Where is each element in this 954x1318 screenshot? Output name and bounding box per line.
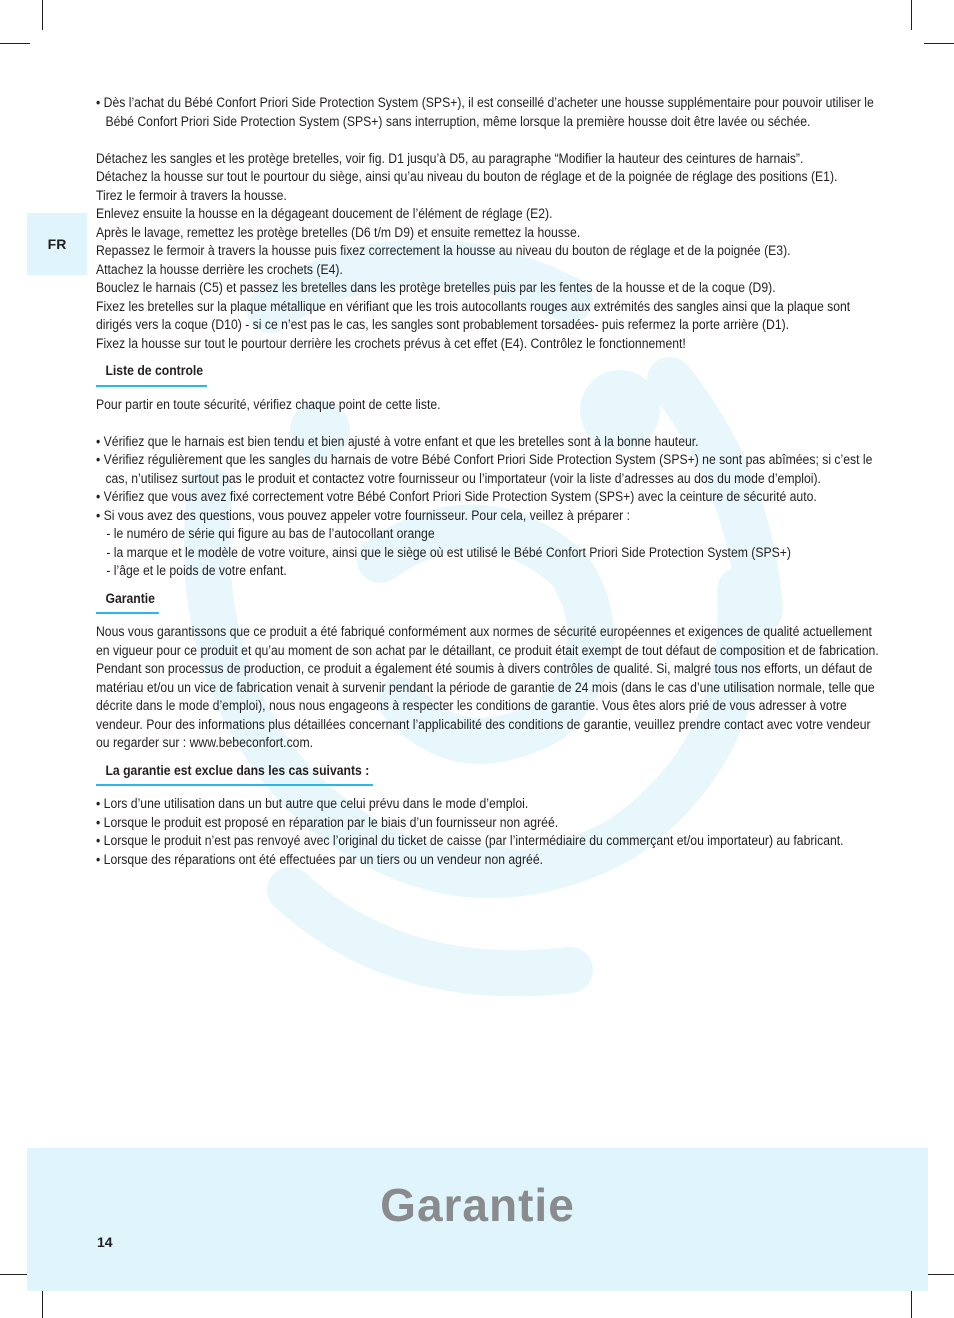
exclusions-heading: La garantie est exclue dans les cas suivants : [96, 762, 373, 787]
checklist-subitem: - le numéro de série qui figure au bas de l’autocollant orange [96, 525, 885, 544]
instruction-line: Attachez la housse derrière les crochets (E4). [96, 261, 343, 278]
instruction-line: Enlevez ensuite la housse en la dégageant doucement de l’élément de réglage (E2). [96, 206, 553, 222]
instruction-line: Repassez le fermoir à travers la housse puis fixez correctement la housse au niveau du bouton de réglage et de la poignée (E3). [96, 243, 791, 259]
intro-bullet: • Dès l’achat du Bébé Confort Priori Side Protection System (SPS+), il est conseillé d’acheter une housse supplémentaire pour pouvoir utiliser le Bébé Confort Priori Side Protection System (SPS+) sans interruption, même lorsque la première housse doit être lavée ou séchée. [96, 94, 885, 131]
crop-mark [911, 1288, 912, 1318]
instruction-line: Tirez le fermoir à travers la housse. [96, 187, 287, 204]
crop-mark [0, 43, 30, 44]
page-number: 14 [97, 1234, 113, 1250]
checklist-item: • Vérifiez que vous avez fixé correctement votre Bébé Confort Priori Side Protection System (SPS+) avec la ceinture de sécurité auto. [96, 488, 885, 507]
instruction-line: Détachez les sangles et les protège bretelles, voir fig. D1 jusqu’à D5, au paragraphe “Modifier la hauteur des ceintures de harnais”. [96, 150, 804, 167]
checklist-item: • Si vous avez des questions, vous pouvez appeler votre fournisseur. Pour cela, veillez à préparer : [96, 507, 885, 526]
exclusion-item: • Lorsque des réparations ont été effectuées par un tiers ou un vendeur non agréé. [96, 851, 885, 870]
garantie-body: Nous vous garantissons que ce produit a été fabriqué conformément aux normes de sécurité européennes et exigences de qualité actuellement en vigueur pour ce produit et qu’au moment de son achat par le détaillant, ce produit était exempt de tout défaut de composition et de fabrication. Pendant son processus de production, ce produit a également été soumis à divers contrôles de qualité. Si, malgré tous nos efforts, un défaut de matériau et/ou un vice de fabrication venait à survenir pendant la période de garantie de 24 mois (dans le cas d’une utilisation normale, telle que décrite dans le mode d’emploi), nous nous engageons à respecter les conditions de garantie. Vous êtes alors prié de vous adresser à votre vendeur. Pour des informations plus détaillées concernant l’applicabilité des conditions de garantie, veuillez prendre contact avec votre vendeur ou regarder sur : www.bebeconfort.com. [96, 624, 879, 751]
instructions [96, 150, 885, 354]
crop-mark [0, 1274, 30, 1275]
crop-mark [924, 1274, 954, 1275]
garantie-heading: Garantie [96, 590, 158, 615]
checklist-subitem: - la marque et le modèle de votre voiture, ainsi que le siège où est utilisé le Bébé Confort Priori Side Protection System (SPS+) [96, 544, 885, 563]
instruction-line: Fixez les bretelles sur la plaque métallique en vérifiant que les trois autocollants rouges aux extrémités des sangles ainsi que la plaque sont dirigés vers la coque (D10) - si ce n’est pas le cas, les sangles sont probablement torsadées- puis refermez la porte arrière (D1). [96, 298, 851, 333]
checklist-item: • Vérifiez que le harnais est bien tendu et bien ajusté à votre enfant et que les bretelles sont à la bonne hauteur. [96, 433, 885, 452]
instruction-line: Après le lavage, remettez les protège bretelles (D6 t/m D9) et ensuite remettez la housse. [96, 224, 581, 241]
exclusion-item: • Lorsque le produit n’est pas renvoyé avec l’original du ticket de caisse (par l’intermédiaire du commerçant et/ou importateur) au fabricant. [96, 832, 885, 851]
crop-mark [42, 1288, 43, 1318]
crop-mark [911, 0, 912, 30]
language-tab: FR [27, 213, 87, 275]
exclusion-item: • Lorsque le produit est proposé en réparation par le biais d’un fournisseur non agréé. [96, 814, 885, 833]
instruction-line: Bouclez le harnais (C5) et passez les bretelles dans les protège bretelles puis par les fentes de la housse et de la coque (D9). [96, 280, 776, 296]
exclusion-item: • Lors d’une utilisation dans un but autre que celui prévu dans le mode d’emploi. [96, 795, 885, 814]
crop-mark [924, 43, 954, 44]
checklist-subitem: - l’âge et le poids de votre enfant. [96, 562, 885, 581]
crop-mark [42, 0, 43, 30]
instruction-line: Détachez la housse sur tout le pourtour du siège, ainsi qu’au niveau du bouton de réglage et de la poignée de réglage des positions (E1). [96, 169, 838, 185]
checklist-intro: Pour partir en toute sécurité, vérifiez chaque point de cette liste. [96, 396, 441, 413]
instruction-line: Fixez la housse sur tout le pourtour derrière les crochets prévus à cet effet (E4). Contrôlez le fonctionnement! [96, 335, 686, 352]
footer-title: Garantie [380, 1179, 575, 1231]
main-content [96, 94, 885, 869]
checklist-heading: Liste de controle [96, 362, 207, 387]
footer-band [27, 1148, 928, 1291]
checklist-item: • Vérifiez régulièrement que les sangles du harnais de votre Bébé Confort Priori Side Protection System (SPS+) ne sont pas abîmées; si c’est le cas, n’utilisez surtout pas le produit et contactez votre fournisseur ou l’importateur (voir la liste d’adresses au dos du mode d’emploi). [96, 451, 885, 488]
